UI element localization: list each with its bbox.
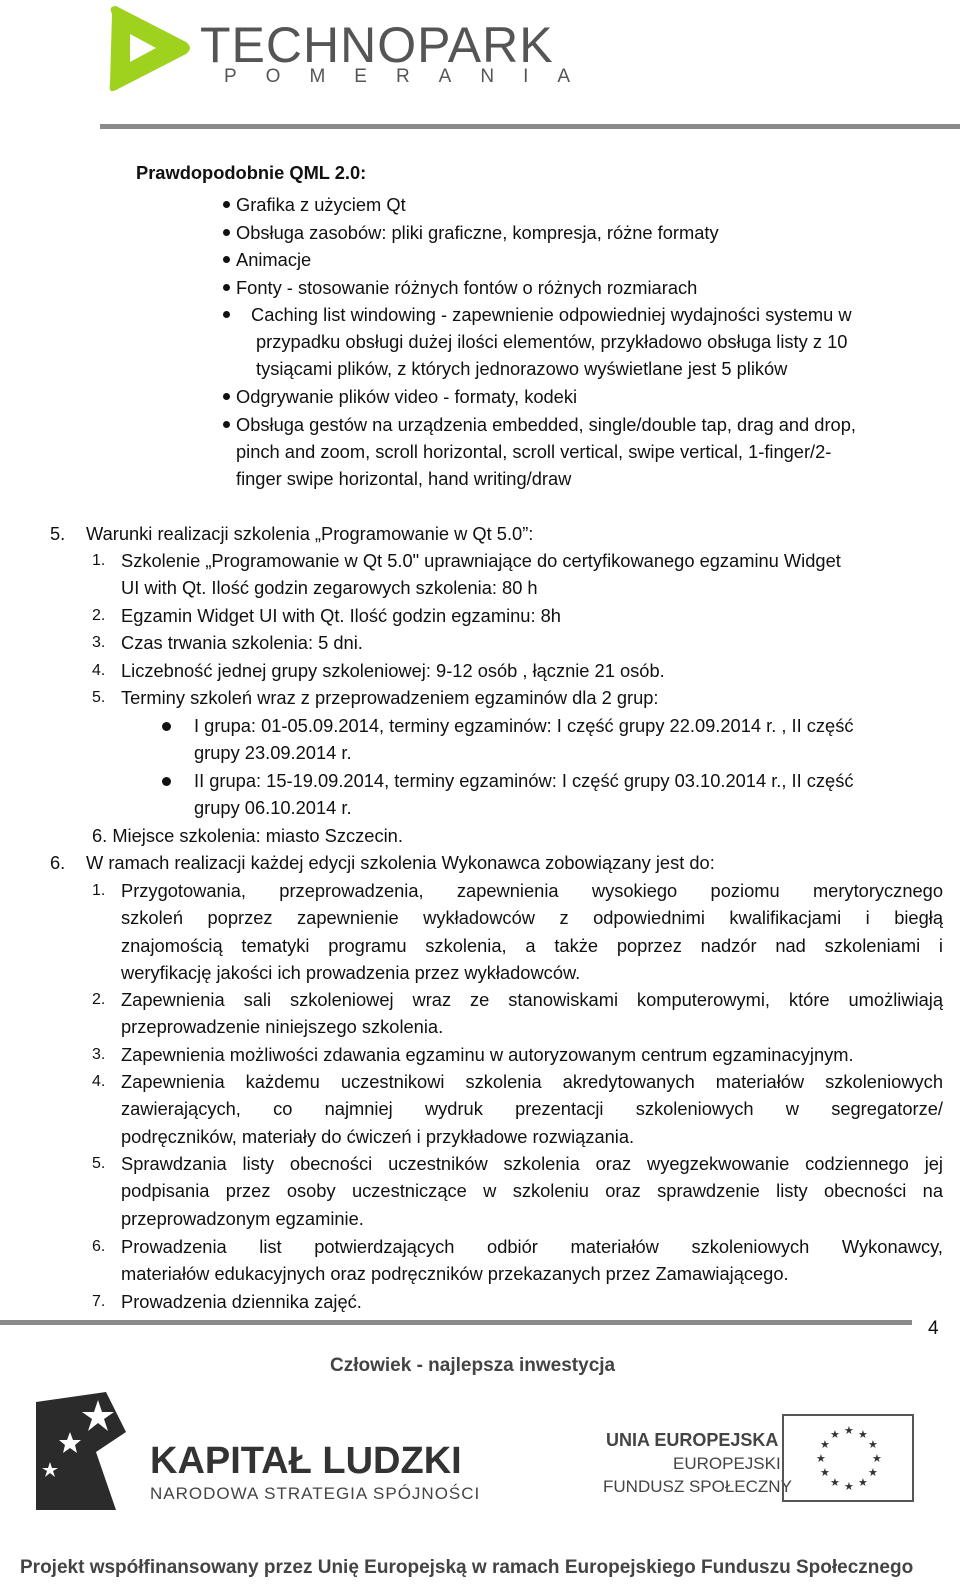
paragraph-line: Przygotowania, przeprowadzenia, zapewnienia wysokiego poziomu merytorycznego — [121, 880, 943, 901]
justified-paragraph — [121, 986, 943, 1041]
paragraph-line: przeprowadzonym egzaminie. — [121, 1207, 364, 1229]
list-item: Obsługa gestów na urządzenia embedded, single/double tap, drag and drop, — [236, 414, 856, 435]
paragraph-line: podręczników, materiały do ćwiczeń i przykładowe rozwiązania. — [121, 1125, 635, 1147]
logo-subtitle: POMERANIA — [224, 66, 600, 87]
bullet-icon — [223, 229, 230, 236]
list-item-continued: pinch and zoom, scroll horizontal, scroll vertical, swipe vertical, 1-finger/2- — [236, 441, 832, 462]
bullet-icon — [223, 311, 230, 318]
paragraph-line: szkoleń poprzez zapewnienie wykładowców z odpowiednimi kwalifikacjami i biegłą — [121, 907, 943, 929]
svg-text:★: ★ — [868, 1438, 878, 1451]
section-title: Warunki realizacji szkolenia „Programowanie w Qt 5.0”: — [86, 523, 534, 544]
justified-paragraph — [121, 1150, 943, 1232]
item-number: 5. — [92, 689, 106, 706]
footer-slogan: Człowiek - najlepsza inwestycja — [330, 1355, 616, 1376]
list-item: Egzamin Widget UI with Qt. Ilość godzin egzaminu: 8h — [121, 605, 561, 626]
item-number: 2. — [92, 991, 106, 1008]
footer-cofinanced: Projekt współfinansowany przez Unię Europejską w ramach Europejskiego Funduszu Społecznego — [20, 1557, 914, 1578]
list-item: 6. Miejsce szkolenia: miasto Szczecin. — [92, 825, 403, 846]
svg-text:★: ★ — [820, 1438, 830, 1451]
justified-paragraph — [121, 1233, 943, 1288]
paragraph-line: Sprawdzania listy obecności uczestników szkolenia oraz wyegzekwowanie codziennego jej — [121, 1153, 943, 1174]
list-item: Caching list windowing - zapewnienie odpowiedniej wydajności systemu w — [251, 304, 852, 325]
bullet-icon — [223, 393, 230, 400]
bullet-icon — [223, 284, 230, 291]
item-number: 4. — [92, 662, 106, 679]
item-number: 5. — [92, 1155, 106, 1172]
svg-text:★: ★ — [858, 1476, 868, 1489]
paragraph-line: Zapewnienia sali szkoleniowej wraz ze stanowiskami komputerowymi, które umożliwiają — [121, 989, 943, 1010]
footer-divider — [0, 1320, 912, 1325]
page-number: 4 — [928, 1318, 939, 1339]
paragraph-line: Zapewnienia każdemu uczestnikowi szkolenia akredytowanych materiałów szkoleniowych — [121, 1071, 943, 1092]
list-item: Szkolenie „Programowanie w Qt 5.0" uprawniające do certyfikowanego egzaminu Widget — [121, 550, 841, 571]
justified-paragraph — [121, 1068, 943, 1150]
eu-line3: FUNDUSZ SPOŁECZNY — [603, 1477, 792, 1496]
eu-line2: EUROPEJSKI — [673, 1454, 781, 1473]
svg-text:★: ★ — [844, 1480, 854, 1493]
list-item: Grafika z użyciem Qt — [236, 194, 406, 215]
item-number: 1. — [92, 552, 106, 569]
kapital-ludzki-emblem-icon — [36, 1392, 140, 1512]
group-item: I grupa: 01-05.09.2014, terminy egzaminów: I część grupy 22.09.2014 r. , II część — [194, 715, 854, 736]
paragraph-line: przeprowadzenie niniejszego szkolenia. — [121, 1016, 444, 1038]
list-item: Prowadzenia dziennika zajęć. — [121, 1291, 362, 1312]
group-item-continued: grupy 23.09.2014 r. — [194, 742, 352, 763]
svg-text:★: ★ — [830, 1476, 840, 1489]
eu-stars-icon — [784, 1416, 912, 1500]
list-item-continued: przypadku obsługi dużej ilości elementów, przykładowo obsługa listy z 10 — [256, 331, 848, 352]
paragraph-line: znajomością tematyki programu szkolenia, a także poprzez nadzór nad szkoleniami i — [121, 934, 943, 956]
eu-line1: UNIA EUROPEJSKA — [606, 1430, 779, 1450]
bullet-icon — [162, 722, 171, 731]
triangle-logo-icon — [104, 2, 194, 94]
list-item: Liczebność jednej grupy szkoleniowej: 9-12 osób , łącznie 21 osób. — [121, 660, 665, 681]
svg-text:★: ★ — [868, 1466, 878, 1479]
section-number: 5. — [50, 523, 66, 544]
header-divider — [100, 124, 960, 129]
paragraph-line: Prowadzenia list potwierdzających odbiór materiałów szkoleniowych Wykonawcy, — [121, 1236, 943, 1257]
list-item: Odgrywanie plików video - formaty, kodeki — [236, 386, 578, 407]
item-number: 4. — [92, 1073, 106, 1090]
section-title: W ramach realizacji każdej edycji szkolenia Wykonawca zobowiązany jest do: — [86, 852, 715, 873]
svg-text:★: ★ — [830, 1428, 840, 1441]
technopark-logo — [104, 0, 600, 100]
bullet-icon — [223, 201, 230, 208]
kl-subtitle: NARODOWA STRATEGIA SPÓJNOŚCI — [150, 1484, 481, 1503]
item-number: 1. — [92, 882, 106, 899]
svg-text:★: ★ — [816, 1452, 826, 1465]
svg-text:★: ★ — [844, 1424, 854, 1437]
section-number: 6. — [50, 852, 66, 873]
list-item-continued: UI with Qt. Ilość godzin zegarowych szkolenia: 80 h — [121, 577, 538, 598]
list-item: Zapewnienia możliwości zdawania egzaminu w autoryzowanym centrum egzaminacyjnym. — [121, 1044, 854, 1065]
svg-text:★: ★ — [872, 1452, 882, 1465]
item-number: 7. — [92, 1293, 106, 1310]
list-item: Obsługa zasobów: pliki graficzne, kompresja, różne formaty — [236, 222, 719, 243]
bullet-icon — [162, 777, 171, 786]
paragraph-line: materiałów edukacyjnych oraz podręczników przekazanych przez Zamawiającego. — [121, 1263, 789, 1285]
item-number: 6. — [92, 1238, 106, 1255]
group-item: II grupa: 15-19.09.2014, terminy egzaminów: I część grupy 03.10.2014 r., II część — [194, 770, 854, 791]
kl-title: KAPITAŁ LUDZKI — [150, 1440, 462, 1482]
item-number: 3. — [92, 1046, 106, 1063]
bullet-icon — [223, 421, 230, 428]
list-item-continued: tysiącami plików, z których jednorazowo wyświetlane jest 5 plików — [256, 358, 788, 379]
paragraph-line: podpisania przez osoby uczestniczące w szkoleniu oraz sprawdzenie listy obecności na — [121, 1180, 943, 1202]
list-item: Terminy szkoleń wraz z przeprowadzeniem egzaminów dla 2 grup: — [121, 687, 659, 708]
eu-flag-icon — [782, 1414, 914, 1502]
qml-heading: Prawdopodobnie QML 2.0: — [136, 162, 367, 183]
svg-text:★: ★ — [858, 1428, 868, 1441]
paragraph-line: weryfikację jakości ich prowadzenia przez wykładowców. — [121, 961, 581, 983]
list-item: Animacje — [236, 249, 312, 270]
list-item: Fonty - stosowanie różnych fontów o różnych rozmiarach — [236, 277, 698, 298]
paragraph-line: zawierających, co najmniej wydruk prezentacji szkoleniowych w segregatorze/ — [121, 1098, 943, 1120]
logo-text: TECHNOPARK — [200, 17, 554, 73]
list-item: Czas trwania szkolenia: 5 dni. — [121, 632, 363, 653]
item-number: 2. — [92, 607, 106, 624]
list-item-continued: finger swipe horizontal, hand writing/draw — [236, 468, 572, 489]
svg-text:★: ★ — [820, 1466, 830, 1479]
justified-paragraph — [121, 877, 943, 986]
group-item-continued: grupy 06.10.2014 r. — [194, 797, 352, 818]
logo-wordmark — [200, 17, 554, 73]
bullet-icon — [223, 256, 230, 263]
item-number: 3. — [92, 634, 106, 651]
